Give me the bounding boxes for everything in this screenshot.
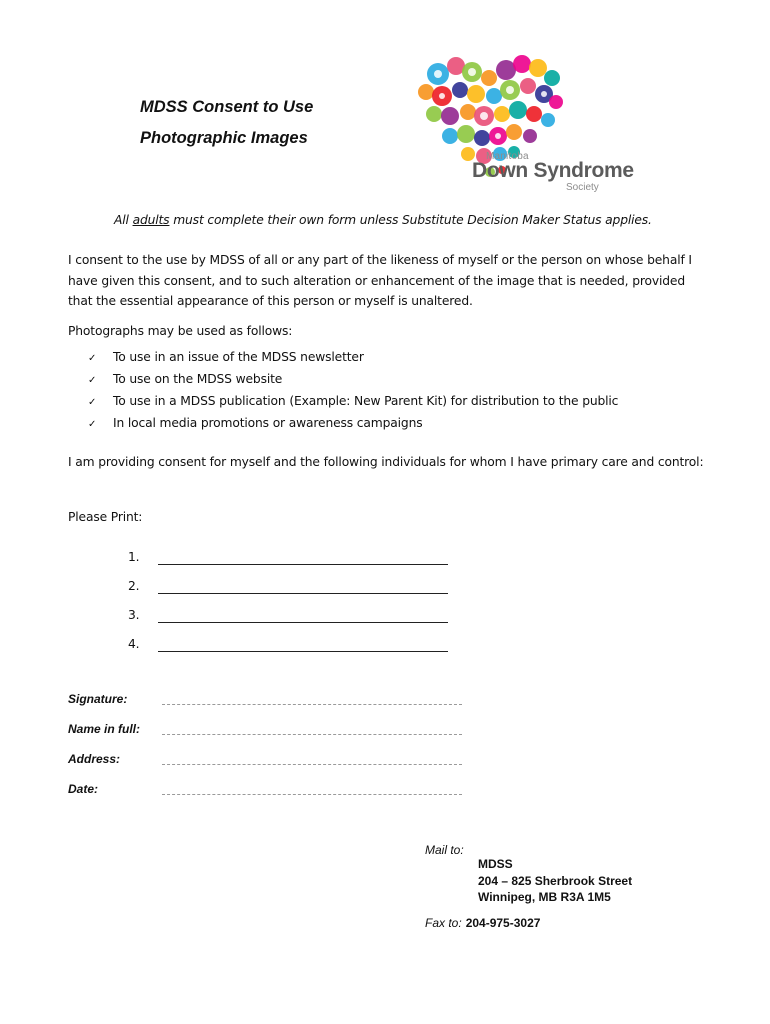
mail-street: 204 – 825 Sherbrook Street <box>478 873 633 888</box>
check-icon: ✓ <box>88 397 97 408</box>
name-in-full-field[interactable] <box>162 734 462 735</box>
list-item <box>88 368 618 390</box>
name-number: 3. <box>128 608 140 622</box>
name-number: 1. <box>128 550 140 564</box>
adults-note <box>114 213 652 227</box>
mail-to-label: Mail to: <box>425 843 464 857</box>
check-icon: ✓ <box>88 419 97 430</box>
check-icon: ✓ <box>88 353 97 364</box>
name-entry <box>128 575 448 604</box>
individual-names-list <box>128 546 448 662</box>
name-entry <box>128 546 448 575</box>
check-icon: ✓ <box>88 375 97 386</box>
uses-heading: Photographs may be used as follows: <box>68 324 293 338</box>
mdss-logo <box>410 50 650 210</box>
name-entry <box>128 604 448 633</box>
address-label: Address: <box>68 752 121 766</box>
use-item-label: To use in an issue of the MDSS newsletter <box>113 350 364 364</box>
mailing-address <box>478 856 632 906</box>
use-item-label: To use on the MDSS website <box>113 372 283 386</box>
signature-row <box>68 690 162 710</box>
list-item <box>88 412 618 434</box>
signature-field[interactable] <box>162 704 462 705</box>
fax-label: Fax to: <box>425 916 462 930</box>
mail-city: Winnipeg, MB R3A 1M5 <box>478 890 611 904</box>
logo-society: Society <box>566 182 599 193</box>
title-line-1: MDSS Consent to Use <box>140 98 314 116</box>
name-field-3[interactable] <box>158 609 448 623</box>
use-item-label: To use in a MDSS publication (Example: New Parent Kit) for distribution to the public <box>113 394 619 408</box>
name-in-full-row <box>68 720 162 740</box>
page-title <box>140 92 313 154</box>
use-item-label: In local media promotions or awareness campaigns <box>113 416 423 430</box>
name-field-1[interactable] <box>158 551 448 565</box>
name-number: 4. <box>128 637 140 651</box>
uses-list <box>88 346 618 434</box>
name-field-2[interactable] <box>158 580 448 594</box>
address-field[interactable] <box>162 764 462 765</box>
please-print-label: Please Print: <box>68 510 143 524</box>
fax-number: 204-975-3027 <box>465 916 541 930</box>
date-field[interactable] <box>162 794 462 795</box>
address-row <box>68 750 162 770</box>
heart-of-circles-icon <box>410 50 650 210</box>
name-entry <box>128 633 448 662</box>
note-underlined-word: adults <box>132 213 170 227</box>
date-label: Date: <box>68 782 99 796</box>
note-text-before: All <box>114 213 133 227</box>
date-row <box>68 780 162 800</box>
name-in-full-label: Name in full: <box>68 722 141 736</box>
list-item <box>88 346 618 368</box>
mail-org: MDSS <box>478 857 513 871</box>
fax-line <box>425 916 540 930</box>
logo-down-syndrome: Down Syndrome <box>472 159 634 182</box>
list-item <box>88 390 618 412</box>
signature-label: Signature: <box>68 692 128 706</box>
title-line-2: Photographic Images <box>140 129 308 147</box>
name-number: 2. <box>128 579 140 593</box>
consent-paragraph: I consent to the use by MDSS of all or any part of the likeness of myself or the person on whose behalf I have given this consent, and to such alteration or enhancement of the image that is needed, provided that the essential appearance of this person or myself is unaltered. <box>68 253 692 308</box>
logo-manitoba: Manitoba <box>486 151 529 162</box>
individuals-paragraph: I am providing consent for myself and the following individuals for whom I have primary care and control: <box>68 455 704 469</box>
note-text-after: must complete their own form unless Substitute Decision Maker Status applies. <box>169 213 652 227</box>
name-field-4[interactable] <box>158 638 448 652</box>
